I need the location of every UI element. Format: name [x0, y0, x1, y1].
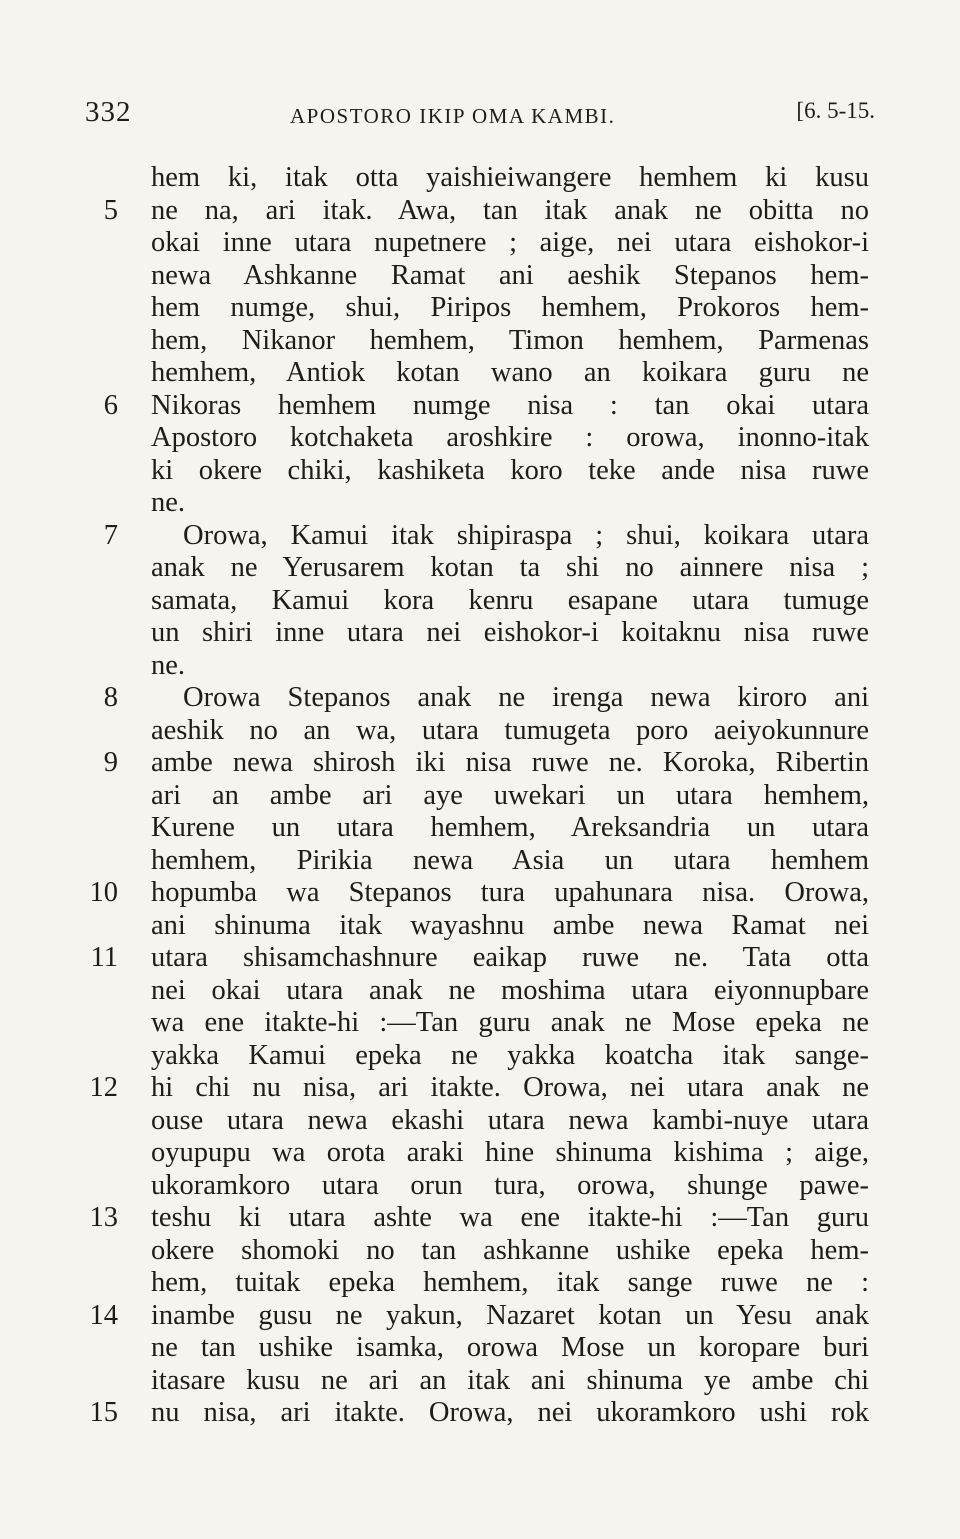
- line-text: ukoramkoro utara orun tura, orowa, shunge pawe-: [151, 1169, 869, 1201]
- line-text: aeshik no an wa, utara tumugeta poro aeiyokunnure: [151, 714, 869, 746]
- line-text: ambe newa shirosh iki nisa ruwe ne. Koroka, Ribertin: [151, 747, 869, 778]
- text-line: [0, 942, 960, 975]
- text-line: [0, 1137, 960, 1170]
- text-line: [0, 487, 960, 520]
- text-line: [0, 877, 960, 910]
- text-line: [0, 195, 960, 228]
- line-text: hem, tuitak epeka hemhem, itak sange ruwe ne :: [151, 1267, 869, 1298]
- text-line: [0, 1040, 960, 1073]
- line-text: hemhem, Antiok kotan wano an koikara guru ne: [151, 357, 869, 388]
- text-line: [0, 1072, 960, 1105]
- line-text: ouse utara newa ekashi utara newa kambi-nuye utara: [151, 1104, 869, 1136]
- verse-number: 5: [103, 194, 118, 226]
- running-title: APOSTORO IKIP OMA KAMBI.: [290, 104, 616, 128]
- text-line: [0, 682, 960, 715]
- text-line: [0, 812, 960, 845]
- text-line: [0, 1332, 960, 1365]
- line-text: Apostoro kotchaketa aroshkire : orowa, inonno-itak: [151, 422, 869, 453]
- line-text: okai inne utara nupetnere ; aige, nei utara eishokor-i: [151, 227, 869, 258]
- text-line: [0, 357, 960, 390]
- text-line: [0, 260, 960, 293]
- line-text: wa ene itakte-hi :—Tan guru anak ne Mose epeka ne: [151, 1007, 869, 1038]
- verse-number: 12: [89, 1072, 118, 1103]
- text-line: [0, 1397, 960, 1430]
- line-text: oyupupu wa orota araki hine shinuma kishima ; aige,: [151, 1137, 869, 1168]
- verse-number: 10: [89, 877, 118, 908]
- line-text: ne.: [151, 649, 186, 681]
- chapter-verse-reference: [6. 5-15.: [796, 98, 875, 123]
- text-line: [0, 292, 960, 325]
- line-text: inambe gusu ne yakun, Nazaret kotan un Yesu anak: [151, 1299, 869, 1331]
- text-line: [0, 1300, 960, 1333]
- line-text: Nikoras hemhem numge nisa : tan okai utara: [151, 389, 869, 421]
- line-text: samata, Kamui kora kenru esapane utara tumuge: [151, 584, 869, 616]
- text-line: [0, 1235, 960, 1268]
- verse-number: 9: [103, 747, 118, 778]
- verse-number: 11: [90, 942, 118, 973]
- verse-number: 14: [89, 1299, 118, 1331]
- verse-number: 6: [103, 389, 118, 421]
- line-text: hemhem, Pirikia newa Asia un utara hemhem: [151, 844, 869, 876]
- text-line: [0, 650, 960, 683]
- line-text: yakka Kamui epeka ne yakka koatcha itak sange-: [151, 1039, 869, 1071]
- line-text: Orowa Stepanos anak ne irenga newa kiroro ani: [183, 682, 869, 713]
- body-text: [0, 162, 960, 1430]
- line-text: ki okere chiki, kashiketa koro teke ande nisa ruwe: [151, 454, 869, 486]
- text-line: [0, 1105, 960, 1138]
- text-line: [0, 162, 960, 195]
- page-number: 332: [85, 96, 132, 128]
- text-line: [0, 1365, 960, 1398]
- text-line: [0, 455, 960, 488]
- text-line: [0, 1170, 960, 1203]
- verse-number: 13: [89, 1202, 118, 1233]
- text-line: [0, 715, 960, 748]
- verse-number: 15: [89, 1397, 118, 1428]
- line-text: Kurene un utara hemhem, Areksandria un utara: [151, 812, 869, 843]
- text-line: [0, 617, 960, 650]
- line-text: ne tan ushike isamka, orowa Mose un koropare buri: [151, 1332, 869, 1363]
- verse-number: 8: [103, 682, 118, 713]
- line-text: hi chi nu nisa, ari itakte. Orowa, nei utara anak ne: [151, 1072, 869, 1103]
- line-text: nu nisa, ari itakte. Orowa, nei ukoramkoro ushi rok: [151, 1397, 869, 1428]
- text-line: [0, 520, 960, 553]
- text-line: [0, 780, 960, 813]
- text-line: [0, 390, 960, 423]
- line-text: teshu ki utara ashte wa ene itakte-hi :—Tan guru: [151, 1202, 869, 1233]
- line-text: hem, Nikanor hemhem, Timon hemhem, Parmenas: [151, 324, 869, 356]
- line-text: ne na, ari itak. Awa, tan itak anak ne obitta no: [151, 194, 869, 226]
- text-line: [0, 1007, 960, 1040]
- verse-number: 7: [103, 519, 118, 551]
- text-line: [0, 975, 960, 1008]
- text-line: [0, 422, 960, 455]
- page-header: [85, 96, 875, 136]
- text-line: [0, 910, 960, 943]
- line-text: utara shisamchashnure eaikap ruwe ne. Tata otta: [151, 942, 869, 973]
- text-line: [0, 1202, 960, 1235]
- line-text: hem numge, shui, Piripos hemhem, Prokoros hem-: [151, 292, 869, 323]
- line-text: un shiri inne utara nei eishokor-i koitaknu nisa ruwe: [151, 617, 869, 648]
- text-line: [0, 585, 960, 618]
- line-text: ari an ambe ari aye uwekari un utara hemhem,: [151, 779, 869, 811]
- line-text: newa Ashkanne Ramat ani aeshik Stepanos hem-: [151, 259, 869, 291]
- text-line: [0, 325, 960, 358]
- line-text: ne.: [151, 487, 186, 518]
- line-text: hopumba wa Stepanos tura upahunara nisa. Orowa,: [151, 877, 869, 908]
- line-text: itasare kusu ne ari an itak ani shinuma ye ambe chi: [151, 1364, 869, 1396]
- line-text: Orowa, Kamui itak shipiraspa ; shui, koikara utara: [183, 519, 869, 551]
- text-line: [0, 1267, 960, 1300]
- line-text: anak ne Yerusarem kotan ta shi no ainnere nisa ;: [151, 552, 869, 583]
- line-text: hem ki, itak otta yaishieiwangere hemhem ki kusu: [151, 162, 869, 193]
- line-text: nei okai utara anak ne moshima utara eiyonnupbare: [151, 974, 869, 1006]
- text-line: [0, 747, 960, 780]
- line-text: ani shinuma itak wayashnu ambe newa Ramat nei: [151, 909, 869, 941]
- text-line: [0, 552, 960, 585]
- line-text: okere shomoki no tan ashkanne ushike epeka hem-: [151, 1234, 869, 1266]
- text-line: [0, 845, 960, 878]
- text-line: [0, 227, 960, 260]
